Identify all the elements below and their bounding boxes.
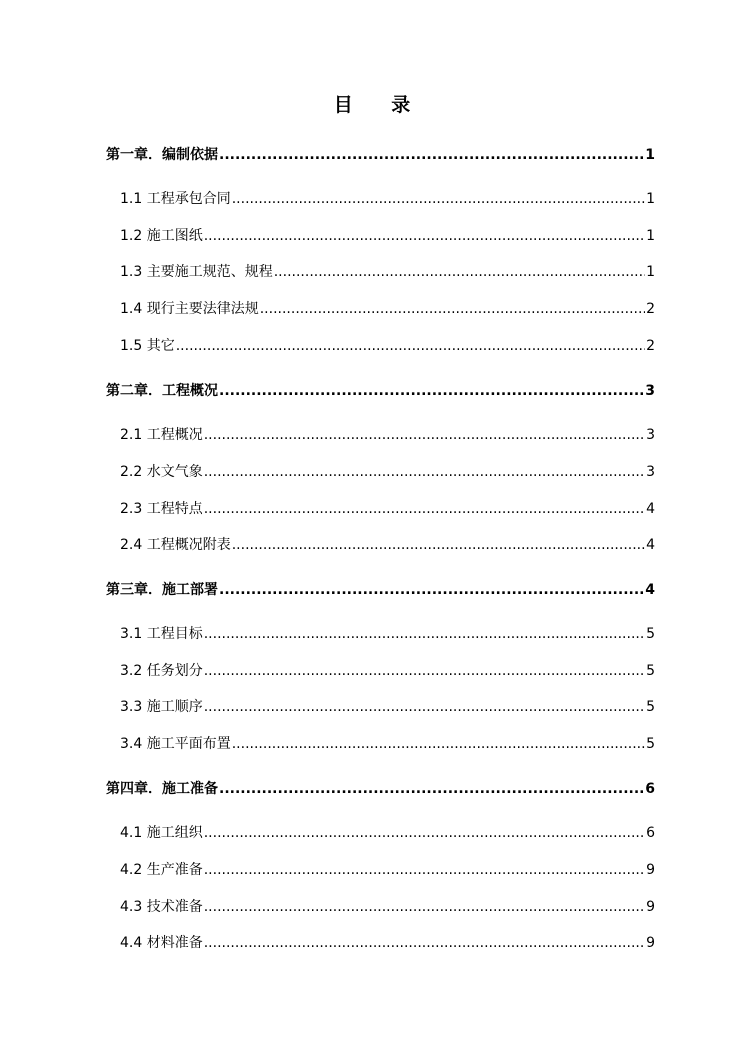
toc-section-label: 1.2 施工图纸 <box>120 228 203 244</box>
toc-section-label: 1.3 主要施工规范、规程 <box>120 264 273 280</box>
toc-page-number: 4 <box>646 501 655 517</box>
toc-section-4-4[interactable] <box>120 933 655 953</box>
toc-dot-leader <box>219 381 644 401</box>
toc-page-number: 9 <box>646 935 655 951</box>
toc-dot-leader <box>219 145 644 165</box>
toc-section-label: 2.2 水文气象 <box>120 464 203 480</box>
toc-page-number: 3 <box>645 383 655 399</box>
toc-page-number: 6 <box>645 781 655 797</box>
toc-dot-leader <box>176 336 645 356</box>
toc-page-number: 3 <box>646 464 655 480</box>
toc-section-label: 3.3 施工顺序 <box>120 699 203 715</box>
toc-dot-leader <box>204 897 645 917</box>
toc-section-label: 3.2 任务划分 <box>120 663 203 679</box>
toc-section-2-4[interactable] <box>120 535 655 555</box>
toc-section-label: 3.1 工程目标 <box>120 626 203 642</box>
toc-section-3-4[interactable] <box>120 734 655 754</box>
toc-section-1-1[interactable] <box>120 189 655 209</box>
toc-section-label: 3.4 施工平面布置 <box>120 736 231 752</box>
toc-dot-leader <box>232 734 645 754</box>
toc-section-label: 4.1 施工组织 <box>120 825 203 841</box>
toc-page-number: 9 <box>646 862 655 878</box>
toc-dot-leader <box>204 226 645 246</box>
toc-section-4-2[interactable] <box>120 860 655 880</box>
toc-section-4-1[interactable] <box>120 823 655 843</box>
toc-dot-leader <box>274 262 645 282</box>
toc-page-number: 6 <box>646 825 655 841</box>
toc-page-number: 3 <box>646 427 655 443</box>
toc-page-number: 5 <box>646 626 655 642</box>
toc-section-2-2[interactable] <box>120 462 655 482</box>
toc-section-1-2[interactable] <box>120 226 655 246</box>
toc-dot-leader <box>232 535 645 555</box>
toc-page-number: 1 <box>646 191 655 207</box>
toc-chapter-label: 第二章．工程概况 <box>106 383 218 399</box>
toc-chapter-4[interactable] <box>106 779 655 799</box>
toc-section-3-3[interactable] <box>120 697 655 717</box>
toc-section-1-5[interactable] <box>120 336 655 356</box>
toc-dot-leader <box>219 580 644 600</box>
toc-section-label: 2.4 工程概况附表 <box>120 537 231 553</box>
toc-dot-leader <box>204 425 645 445</box>
toc-section-label: 2.1 工程概况 <box>120 427 203 443</box>
toc-page-number: 1 <box>646 228 655 244</box>
toc-section-label: 4.3 技术准备 <box>120 899 203 915</box>
toc-page-number: 4 <box>646 537 655 553</box>
toc-section-3-2[interactable] <box>120 661 655 681</box>
toc-section-label: 4.4 材料准备 <box>120 935 203 951</box>
toc-dot-leader <box>204 697 645 717</box>
toc-chapter-label: 第一章．编制依据 <box>106 147 218 163</box>
toc-page-number: 5 <box>646 699 655 715</box>
toc-dot-leader <box>204 933 645 953</box>
toc-section-2-1[interactable] <box>120 425 655 445</box>
toc-page-number: 2 <box>646 338 655 354</box>
toc-dot-leader <box>219 779 644 799</box>
toc-section-4-3[interactable] <box>120 897 655 917</box>
toc-dot-leader <box>204 499 645 519</box>
toc-page-number: 5 <box>646 663 655 679</box>
toc-dot-leader <box>204 661 645 681</box>
toc-page-number: 4 <box>645 582 655 598</box>
toc-section-label: 1.4 现行主要法律法规 <box>120 301 259 317</box>
toc-section-1-4[interactable] <box>120 299 655 319</box>
toc-page-number: 1 <box>646 264 655 280</box>
toc-title: 目 录 <box>333 94 427 116</box>
toc-section-2-3[interactable] <box>120 499 655 519</box>
toc-section-label: 1.1 工程承包合同 <box>120 191 231 207</box>
toc-chapter-3[interactable] <box>106 580 655 600</box>
toc-dot-leader <box>204 624 645 644</box>
toc-dot-leader <box>204 462 645 482</box>
toc-dot-leader <box>232 189 645 209</box>
toc-page-number: 9 <box>646 899 655 915</box>
toc-page-number: 1 <box>645 147 655 163</box>
toc-dot-leader <box>204 823 645 843</box>
toc-section-3-1[interactable] <box>120 624 655 644</box>
toc-section-1-3[interactable] <box>120 262 655 282</box>
toc-dot-leader <box>260 299 645 319</box>
toc-section-label: 2.3 工程特点 <box>120 501 203 517</box>
toc-page-number: 5 <box>646 736 655 752</box>
toc-chapter-label: 第四章．施工准备 <box>106 781 218 797</box>
toc-dot-leader <box>204 860 645 880</box>
toc-chapter-label: 第三章．施工部署 <box>106 582 218 598</box>
toc-section-label: 1.5 其它 <box>120 338 175 354</box>
toc-chapter-1[interactable] <box>106 145 655 165</box>
toc-section-label: 4.2 生产准备 <box>120 862 203 878</box>
toc-page-number: 2 <box>646 301 655 317</box>
toc-chapter-2[interactable] <box>106 381 655 401</box>
